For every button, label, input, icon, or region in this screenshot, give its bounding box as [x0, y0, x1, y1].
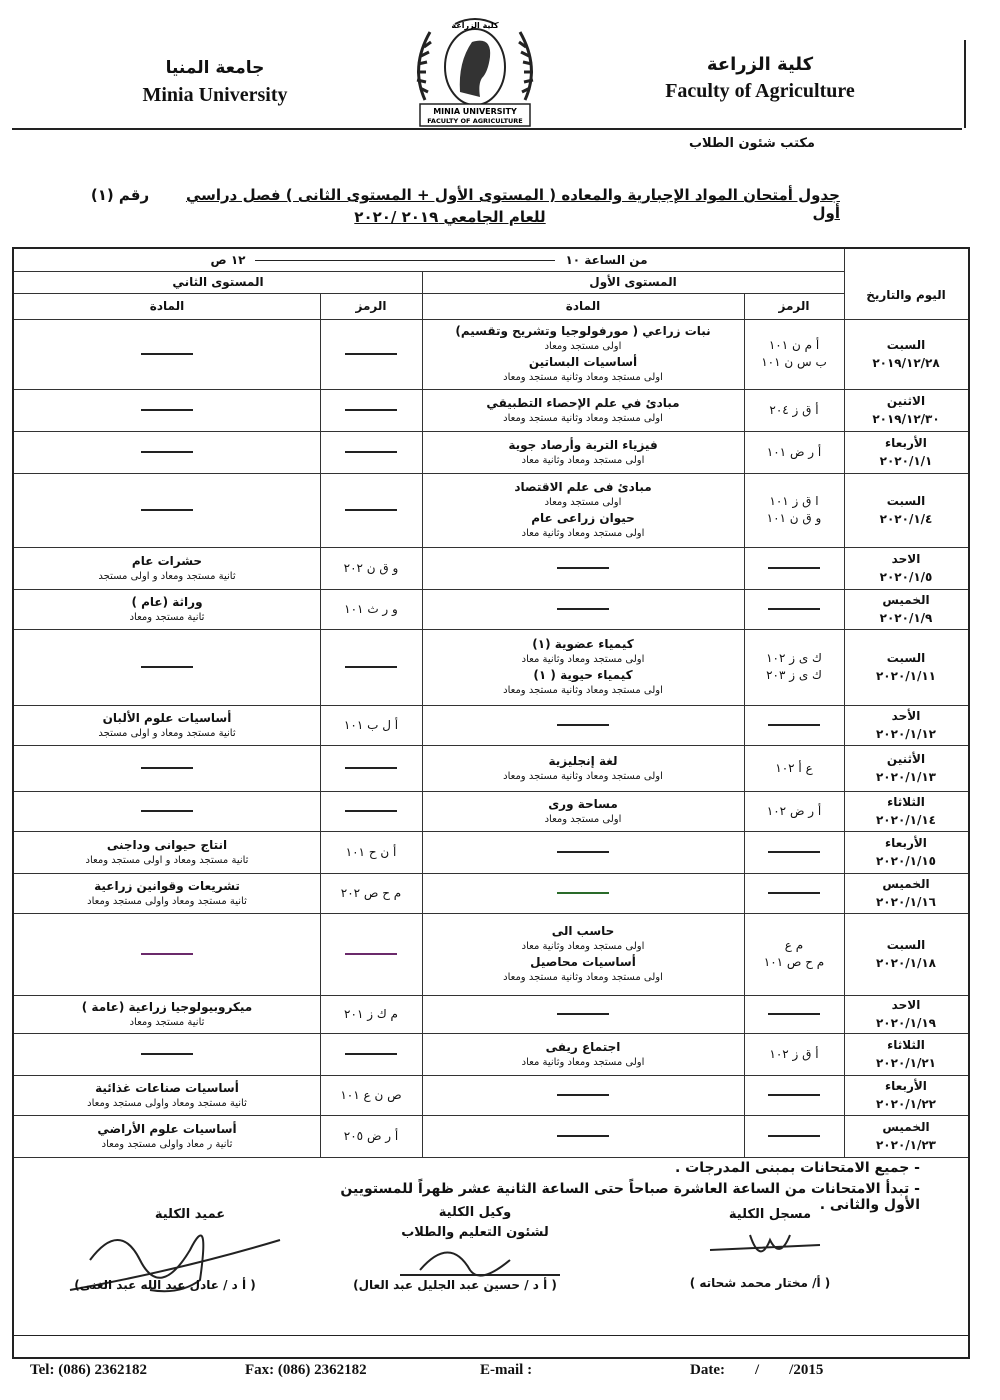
- empty-dash: [768, 1094, 820, 1096]
- student-group: اولى مستجد ومعاد وثانية مستجد ومعاد: [503, 412, 663, 424]
- student-group: ثانية ر معاد واولى مستجد ومعاد: [101, 1138, 233, 1150]
- course-code: ص ن ع ١٠١: [340, 1087, 402, 1102]
- table-hline: [14, 1157, 968, 1158]
- course-code: م ح ص ١٠١: [763, 955, 825, 969]
- empty-dash: [345, 810, 397, 812]
- l1-code-cell: [744, 1115, 844, 1157]
- empty-dash: [557, 608, 609, 610]
- l2-subject-cell: [14, 873, 320, 913]
- l2-subject-cell: [14, 995, 320, 1033]
- day-name: السبت: [886, 338, 926, 352]
- exam-date: ٢٠٢٠/١/١٣: [875, 770, 937, 784]
- l2-code-cell: [320, 629, 422, 705]
- l1-subject-cell: [422, 473, 744, 547]
- empty-dash: [141, 509, 193, 511]
- exam-date: ٢٠٢٠/١/٢٣: [875, 1138, 937, 1152]
- student-group: ثانية مستجد ومعاد و اولى مستجد ومعاد: [85, 854, 249, 866]
- day-cell: [844, 1115, 968, 1157]
- empty-dash: [345, 409, 397, 411]
- exam-date: ٢٠٢٠/١/٢١: [875, 1056, 937, 1070]
- faculty-name-ar: كلية الزراعة: [706, 54, 814, 75]
- l1-subject-cell: [422, 319, 744, 389]
- empty-dash: [557, 1013, 609, 1015]
- course-code: م ح ص ٢٠٢: [340, 885, 402, 900]
- course-code: ا ق ز ١٠١: [769, 494, 819, 508]
- subject-name: مبادئ فى علم الاقتصاد: [514, 480, 652, 494]
- exam-date: ٢٠٢٠/١/٩: [879, 611, 933, 625]
- l1-subject-cell: [422, 995, 744, 1033]
- day-cell: [844, 913, 968, 995]
- day-name: الخميس: [882, 593, 930, 607]
- l2-subject-cell: [14, 389, 320, 431]
- l2-subject-cell: [14, 319, 320, 389]
- l1-subject-cell: [422, 629, 744, 705]
- empty-dash: [345, 666, 397, 668]
- day-name: السبت: [886, 938, 926, 952]
- course-code: ع أ ١٠٢: [775, 760, 813, 775]
- empty-dash: [768, 1135, 820, 1137]
- student-group: ثانية مستجد ومعاد: [129, 611, 205, 623]
- student-group: اولى مستجد ومعاد وثانية معاد: [521, 454, 645, 466]
- day-name: الخميس: [882, 1120, 930, 1134]
- student-group: اولى مستجد ومعاد وثانية معاد: [521, 941, 645, 952]
- empty-dash: [141, 451, 193, 453]
- subject-name: كيمياء حيوية ( ١): [533, 668, 633, 682]
- footer-divider: [12, 1335, 970, 1336]
- day-name: الاحد: [891, 998, 921, 1012]
- schedule-title: جدول أمتحان المواد الإجبارية والمعاده ( المستوى الأول + المستوى الثانى ) فصل دراسي أول: [185, 186, 840, 222]
- student-group: ثانية مستجد ومعاد و اولى مستجد: [98, 727, 236, 739]
- l1-subject-cell: [422, 745, 744, 791]
- course-code: أ ر ض ٢٠٥: [343, 1128, 399, 1143]
- course-code: ب س ن ١٠١: [761, 355, 827, 369]
- l2-code-cell: [320, 431, 422, 473]
- l2-subject-cell: [14, 589, 320, 629]
- l2-code-cell: [320, 589, 422, 629]
- day-date-label: اليوم والتاريخ: [866, 288, 946, 302]
- l2-subject-header: [14, 293, 320, 319]
- subject-label: المادة: [565, 299, 601, 313]
- student-group: اولى مستجد ومعاد وثانية معاد: [521, 528, 645, 539]
- day-cell: [844, 995, 968, 1033]
- level1-label: المستوى الأول: [589, 275, 677, 289]
- student-group: اولى مستجد ومعاد وثانية مستجد ومعاد: [503, 770, 663, 782]
- subject-name: ميكروبيولوجيا زراعية (عامة ): [81, 999, 253, 1014]
- empty-dash: [345, 767, 397, 769]
- subject-name: أساسيات علوم الألبان: [102, 710, 232, 725]
- l2-subject-cell: [14, 1075, 320, 1115]
- empty-dash: [345, 1053, 397, 1055]
- l2-subject-cell: [14, 431, 320, 473]
- vice-dean-title: وكيل الكلية: [438, 1205, 512, 1220]
- header-divider: [12, 128, 962, 130]
- subject-name: أساسيات صناعات غذائية: [95, 1080, 239, 1095]
- day-name: الأربعاء: [885, 436, 927, 450]
- exam-date: ٢٠٢٠/١/١٤: [875, 813, 937, 827]
- day-cell: [844, 705, 968, 745]
- time-row: [14, 249, 844, 271]
- day-name: الأحد: [891, 709, 921, 723]
- course-code: و ر ث ١٠١: [344, 601, 398, 616]
- student-group: ثانية مستجد ومعاد: [129, 1016, 205, 1028]
- exam-date: ٢٠٢٠/١/١٨: [875, 956, 937, 970]
- l2-code-cell: [320, 913, 422, 995]
- l1-subject-cell: [422, 831, 744, 873]
- subject-name: نبات زراعي ( مورفولوجيا وتشريح وتقسيم): [455, 324, 711, 338]
- footer-email: E-mail :: [480, 1362, 533, 1378]
- day-cell: [844, 745, 968, 791]
- empty-dash: [557, 724, 609, 726]
- subject-name: حاسب الى: [551, 924, 615, 938]
- empty-dash: [557, 1135, 609, 1137]
- table-vline: [422, 271, 423, 1157]
- empty-dash: [345, 451, 397, 453]
- day-name: السبت: [886, 651, 926, 665]
- day-cell: [844, 629, 968, 705]
- l2-code-cell: [320, 791, 422, 831]
- empty-dash: [141, 666, 193, 668]
- l2-code-cell: [320, 473, 422, 547]
- day-header: [844, 271, 968, 319]
- l2-code-cell: [320, 1115, 422, 1157]
- course-code: و ق ن ٢٠٢: [343, 560, 399, 575]
- empty-dash: [768, 608, 820, 610]
- empty-dash: [768, 892, 820, 894]
- course-code: ك ى ز ٢٠٣: [766, 668, 822, 682]
- l1-code-cell: [744, 431, 844, 473]
- university-logo: [400, 12, 550, 130]
- l1-subject-cell: [422, 1033, 744, 1075]
- subject-name: حيوان زراعى عام: [531, 511, 635, 525]
- empty-dash: [345, 953, 397, 955]
- office-label: مكتب شئون الطلاب: [688, 136, 815, 151]
- day-cell: [844, 473, 968, 547]
- table-vline: [744, 293, 745, 1157]
- logo-text-en2: FACULTY OF AGRICULTURE: [427, 117, 523, 125]
- table-vline: [844, 249, 845, 1157]
- empty-dash: [768, 851, 820, 853]
- level2-header: [14, 271, 422, 293]
- exam-date: ٢٠٢٠/١/١٦: [875, 895, 937, 909]
- subject-name: مساحة ورى: [548, 796, 618, 811]
- l1-code-cell: [744, 831, 844, 873]
- student-group: ثانية مستجد ومعاد و اولى مستجد: [98, 570, 236, 582]
- l1-subject-cell: [422, 791, 744, 831]
- subject-name: وراثة (عام ): [131, 594, 203, 609]
- day-cell: [844, 319, 968, 389]
- exam-date: ٢٠١٩/١٢/٣٠: [872, 412, 940, 426]
- l2-subject-cell: [14, 629, 320, 705]
- time-range-line: [255, 260, 555, 261]
- day-cell: [844, 1075, 968, 1115]
- l2-subject-cell: [14, 473, 320, 547]
- l1-code-cell: [744, 791, 844, 831]
- subject-name: أساسيات البساتين: [528, 355, 638, 369]
- l1-subject-cell: [422, 547, 744, 589]
- day-cell: [844, 389, 968, 431]
- course-code: و ق ن ١٠١: [766, 511, 822, 525]
- time-to: ١٢ ص: [210, 253, 246, 267]
- subject-name: أساسيات محاصيل: [530, 955, 636, 969]
- exam-date: ٢٠٢٠/١/٥: [879, 570, 933, 584]
- student-group: اولى مستجد ومعاد: [544, 341, 622, 352]
- student-group: اولى مستجد ومعاد: [544, 813, 622, 825]
- l1-code-header: [744, 293, 844, 319]
- schedule-number: رقم (١): [90, 186, 150, 204]
- l2-subject-cell: [14, 1115, 320, 1157]
- day-cell: [844, 791, 968, 831]
- l1-code-cell: [744, 995, 844, 1033]
- day-cell: [844, 873, 968, 913]
- registrar-name: ( أ/ مختار محمد شحاته ): [689, 1276, 831, 1290]
- code-label: الرمز: [778, 299, 810, 313]
- empty-dash: [557, 567, 609, 569]
- l1-code-cell: [744, 389, 844, 431]
- l2-code-cell: [320, 705, 422, 745]
- empty-dash: [768, 724, 820, 726]
- l2-code-cell: [320, 1075, 422, 1115]
- l2-code-cell: [320, 745, 422, 791]
- footer-date: Date: / /2015: [690, 1362, 824, 1378]
- day-cell: [844, 547, 968, 589]
- student-group: ثانية مستجد ومعاد واولى مستجد ومعاد: [87, 895, 247, 907]
- subject-name: تشريعات وقوانين زراعية: [94, 878, 240, 893]
- student-group: اولى مستجد ومعاد وثانية معاد: [521, 654, 645, 665]
- empty-dash: [141, 953, 193, 955]
- dean-title: عميد الكلية: [154, 1207, 226, 1222]
- l2-code-cell: [320, 389, 422, 431]
- l2-code-cell: [320, 547, 422, 589]
- empty-dash: [141, 1053, 193, 1055]
- day-name: الخميس: [882, 877, 930, 891]
- exam-date: ٢٠٢٠/١/٢٢: [875, 1097, 937, 1111]
- course-code: أ ق ز ١٠٢: [769, 1046, 819, 1061]
- l1-subject-cell: [422, 389, 744, 431]
- exam-date: ٢٠٢٠/١/٤: [879, 512, 933, 526]
- day-cell: [844, 589, 968, 629]
- exam-date: ٢٠٢٠/١/١٢: [875, 727, 937, 741]
- empty-dash: [141, 409, 193, 411]
- empty-dash: [141, 353, 193, 355]
- level2-label: المستوى الثاني: [172, 275, 264, 289]
- logo-text-en1: MINIA UNIVERSITY: [433, 107, 517, 116]
- note-location: - جميع الامتحانات بمبنى المدرجات .: [674, 1160, 920, 1176]
- empty-dash: [345, 353, 397, 355]
- university-name-ar: جامعة المنيا: [165, 58, 265, 78]
- logo-text-ar: كلية الزراعة: [451, 21, 499, 30]
- course-code: أ ل ب ١٠١: [343, 717, 399, 732]
- academic-year: للعام الجامعي ٢٠١٩ /٢٠٢٠: [354, 208, 546, 226]
- exam-date: ٢٠٢٠/١/١٥: [875, 854, 937, 868]
- l1-code-cell: [744, 547, 844, 589]
- course-code: م ك ز ٢٠١: [344, 1006, 398, 1021]
- subject-name: كيمياء عضوية (١): [532, 637, 634, 651]
- university-name-en: Minia University: [142, 84, 288, 106]
- exam-date: ٢٠٢٠/١/١١: [875, 669, 937, 683]
- footer-fax: Fax: (086) 2362182: [245, 1362, 367, 1378]
- l2-code-cell: [320, 319, 422, 389]
- l2-code-cell: [320, 1033, 422, 1075]
- empty-dash: [345, 509, 397, 511]
- l2-code-header: [320, 293, 422, 319]
- course-code: أ ق ز ٢٠٤: [769, 402, 819, 417]
- subject-label: المادة: [149, 299, 185, 313]
- l2-subject-cell: [14, 1033, 320, 1075]
- l1-code-cell: [744, 589, 844, 629]
- l1-code-cell: [744, 1075, 844, 1115]
- l1-code-cell: [744, 1033, 844, 1075]
- dean-name: ( أ د / عادل عبد الله عبد الغنى): [74, 1278, 256, 1292]
- l1-subject-cell: [422, 913, 744, 995]
- header-corner-line: [964, 40, 966, 128]
- l2-code-cell: [320, 873, 422, 913]
- l1-code-cell: [744, 629, 844, 705]
- l2-code-cell: [320, 831, 422, 873]
- l1-code-cell: [744, 913, 844, 995]
- footer-tel: Tel: (086) 2362182: [30, 1362, 147, 1378]
- table-vline: [320, 293, 321, 1157]
- day-name: الأثنين: [886, 752, 926, 766]
- course-code: م ع: [784, 938, 804, 952]
- l1-code-cell: [744, 705, 844, 745]
- day-cell: [844, 831, 968, 873]
- vice-dean-subtitle: لشئون التعليم والطلاب: [401, 1225, 549, 1240]
- empty-dash: [557, 851, 609, 853]
- level1-header: [422, 271, 844, 293]
- l2-subject-cell: [14, 547, 320, 589]
- day-name: الاحد: [891, 552, 921, 566]
- student-group: اولى مستجد ومعاد: [544, 497, 622, 508]
- subject-name: حشرات عام: [131, 553, 203, 568]
- course-code: أ م ن ١٠١: [768, 338, 820, 352]
- course-code: أ ن ح ١٠١: [345, 844, 397, 859]
- l1-subject-cell: [422, 1075, 744, 1115]
- course-code: أ ر ض ١٠٢: [766, 803, 822, 818]
- day-name: الاثنين: [886, 394, 926, 408]
- day-name: الأربعاء: [885, 1079, 927, 1093]
- l2-subject-cell: [14, 745, 320, 791]
- vice-dean-name: ( أ د / حسين عبد الجليل عبد العال): [353, 1278, 557, 1292]
- l2-code-cell: [320, 995, 422, 1033]
- student-group: ثانية مستجد ومعاد واولى مستجد ومعاد: [87, 1097, 247, 1109]
- empty-dash: [141, 767, 193, 769]
- day-cell: [844, 431, 968, 473]
- exam-date: ٢٠١٩/١٢/٢٨: [872, 356, 940, 370]
- subject-name: فيزياء التربة وأرصاد جوية: [508, 437, 658, 452]
- l1-code-cell: [744, 319, 844, 389]
- time-from: من الساعة ١٠: [565, 253, 648, 267]
- day-name: الثلاثاء: [887, 1038, 925, 1052]
- l2-subject-cell: [14, 791, 320, 831]
- registrar-title: مسجل الكلية: [728, 1207, 812, 1222]
- empty-dash: [557, 892, 609, 894]
- empty-dash: [557, 1094, 609, 1096]
- empty-dash: [141, 810, 193, 812]
- day-cell: [844, 1033, 968, 1075]
- course-code: ك ى ز ١٠٢: [766, 651, 822, 665]
- subject-name: اجتماع ريفى: [545, 1039, 621, 1054]
- registrar-signature: [700, 1225, 840, 1275]
- l2-subject-cell: [14, 831, 320, 873]
- l2-subject-cell: [14, 705, 320, 745]
- l1-subject-cell: [422, 431, 744, 473]
- l1-code-cell: [744, 745, 844, 791]
- l1-subject-cell: [422, 589, 744, 629]
- l2-subject-cell: [14, 913, 320, 995]
- l1-subject-cell: [422, 1115, 744, 1157]
- l1-subject-header: [422, 293, 744, 319]
- student-group: اولى مستجد ومعاد وثانية مستجد ومعاد: [503, 972, 663, 983]
- day-name: السبت: [886, 494, 926, 508]
- subject-name: مبادئ في علم الإحصاء التطبيقي: [486, 395, 680, 410]
- empty-dash: [768, 567, 820, 569]
- faculty-name-en: Faculty of Agriculture: [665, 80, 855, 102]
- day-name: الأربعاء: [885, 836, 927, 850]
- subject-name: انتاج حيوانى وداجنى: [106, 837, 228, 852]
- subject-name: أساسيات علوم الأراضي: [97, 1121, 237, 1136]
- note-timing: - تبدأ الامتحانات من الساعة العاشرة صباحاً حتى الساعة الثانية عشر ظهراً للمستويين الأول والثانى .: [340, 1181, 920, 1213]
- student-group: اولى مستجد ومعاد وثانية معاد: [521, 1056, 645, 1068]
- empty-dash: [768, 1013, 820, 1015]
- l1-subject-cell: [422, 705, 744, 745]
- student-group: اولى مستجد ومعاد وثانية مستجد ومعاد: [503, 372, 663, 383]
- exam-date: ٢٠٢٠/١/١٩: [875, 1016, 937, 1030]
- l1-subject-cell: [422, 873, 744, 913]
- subject-name: لغة إنجليزية: [548, 753, 618, 768]
- exam-date: ٢٠٢٠/١/١: [879, 454, 933, 468]
- course-code: أ ر ض ١٠١: [766, 444, 822, 459]
- code-label: الرمز: [355, 299, 387, 313]
- day-name: الثلاثاء: [887, 795, 925, 809]
- l1-code-cell: [744, 873, 844, 913]
- student-group: اولى مستجد ومعاد وثانية مستجد ومعاد: [503, 685, 663, 696]
- l1-code-cell: [744, 473, 844, 547]
